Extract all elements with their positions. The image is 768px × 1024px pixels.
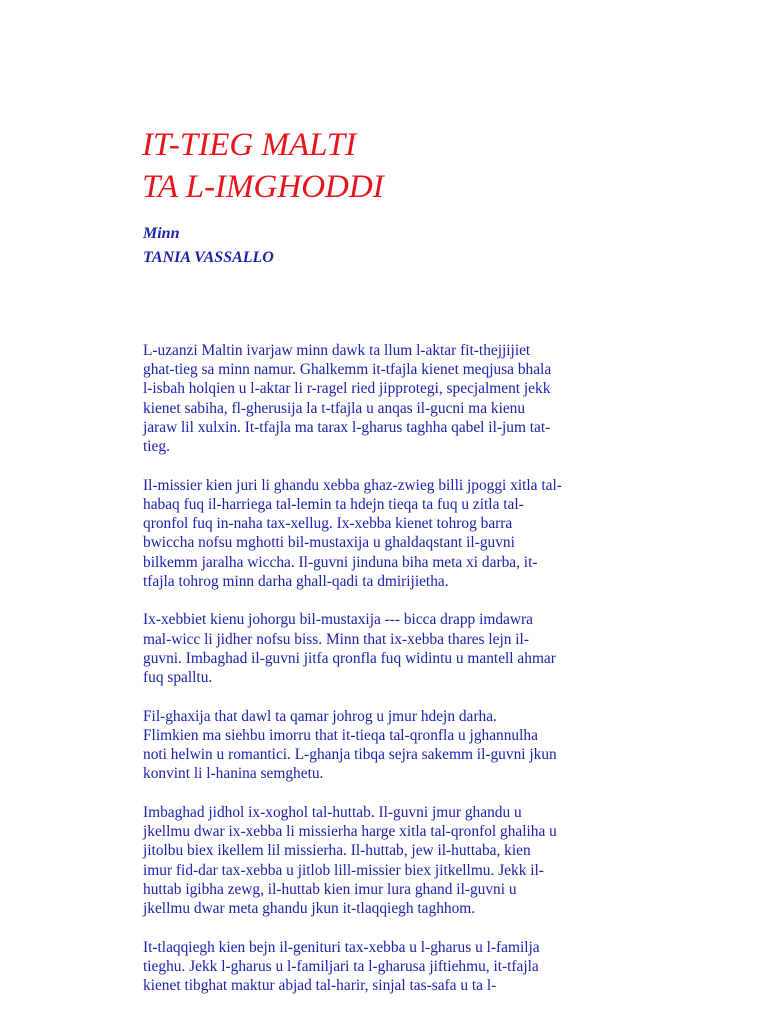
title-line-1: IT-TIEG MALTI xyxy=(142,127,357,163)
paragraph-line: jkellmu dwar meta ghandu jkun it-tlaqqiegh taghhom. xyxy=(143,900,476,918)
paragraph-line: mal-wicc li jidher nofsu biss. Minn that ix-xebba thares lejn il- xyxy=(143,630,529,648)
paragraph-line: kienet tibghat maktur abjad tal-harir, sinjal tas-safa u ta l- xyxy=(143,977,497,995)
author-name: TANIA VASSALLO xyxy=(143,249,274,266)
paragraph-line: jaraw lil xulxin. It-tfajla ma tarax l-gharus taghha qabel il-jum tat- xyxy=(143,418,551,436)
paragraph xyxy=(143,341,633,456)
byline-prefix: Minn xyxy=(143,225,180,242)
paragraph-line: jkellmu dwar ix-xebba li missierha harge xitla tal-qronfol ghaliha u xyxy=(143,823,557,841)
paragraph xyxy=(143,803,633,918)
paragraph-line: bilkemm jaralha wiccha. Il-guvni jinduna biha meta xi darba, it- xyxy=(143,553,538,571)
title-line-2: TA L-IMGHODDI xyxy=(142,169,384,205)
paragraph-line: tieghu. Jekk l-gharus u l-familjari ta l-gharusa jiftiehmu, it-tfajla xyxy=(143,957,539,975)
paragraph-line: habaq fuq il-harriega tal-lemin ta hdejn tieqa ta fuq u zitla tal- xyxy=(143,495,524,513)
paragraph-line: qronfol fuq in-naha tax-xellug. Ix-xebba kienet tohrog barra xyxy=(143,515,513,533)
paragraph-line: tieg. xyxy=(143,438,170,456)
paragraph xyxy=(143,476,633,591)
paragraph-line: imur fid-dar tax-xebba u jitlob lill-missier biex jitkellmu. Jekk il- xyxy=(143,861,544,879)
paragraph-line: huttab igibha zewg, il-huttab kien imur lura ghand il-guvni u xyxy=(143,880,517,898)
paragraph-line: Imbaghad jidhol ix-xoghol tal-huttab. Il-guvni jmur ghandu u xyxy=(143,804,522,822)
paragraph-line: L-uzanzi Maltin ivarjaw minn dawk ta llum l-aktar fit-thejjijiet xyxy=(143,342,531,359)
paragraph-line: Ix-xebbiet kienu johorgu bil-mustaxija --- bicca drapp imdawra xyxy=(143,611,533,629)
paragraph xyxy=(143,938,633,996)
paragraph-line: It-tlaqqiegh kien bejn il-genituri tax-xebba u l-gharus u l-familja xyxy=(143,938,540,956)
paragraph-line: tfajla tohrog minn darha ghall-qadi ta dmirijietha. xyxy=(143,572,449,590)
paragraph-line: kienet sabiha, fl-gherusija la t-tfajla u anqas il-gucni ma kienu xyxy=(143,399,526,417)
paragraph-line: ghat-tieg sa minn namur. Ghalkemm it-tfajla kienet meqjusa bhala xyxy=(143,361,552,379)
paragraph-line: konvint li l-hanina semghetu. xyxy=(143,765,324,783)
paragraph-line: Fil-ghaxija that dawl ta qamar johrog u jmur hdejn darha. xyxy=(143,707,497,725)
paragraph-line: noti helwin u romantici. L-ghanja tibqa sejra sakemm il-guvni jkun xyxy=(143,746,557,764)
article-body xyxy=(143,341,633,1015)
paragraph xyxy=(143,610,633,687)
paragraph-line: fuq spalltu. xyxy=(143,669,213,687)
document-title xyxy=(142,124,384,208)
paragraph xyxy=(143,707,633,784)
paragraph-line: Flimkien ma siehbu imorru that it-tieqa tal-qronfla u jghannulha xyxy=(143,726,538,744)
paragraph-line: l-isbah holqien u l-aktar li r-ragel ried jipprotegi, specjalment jekk xyxy=(143,380,551,398)
paragraph-line: Il-missier kien juri li ghandu xebba ghaz-zwieg billi jpoggi xitla tal- xyxy=(143,476,562,494)
paragraph-line: guvni. Imbaghad il-guvni jitfa qronfla fuq widintu u mantell ahmar xyxy=(143,649,556,667)
paragraph-line: jitolbu biex ikellem lil missierha. Il-huttab, jew il-huttaba, kien xyxy=(143,842,531,860)
author-byline xyxy=(143,222,274,270)
paragraph-line: bwiccha nofsu mghotti bil-mustaxija u ghaldaqstant il-guvni xyxy=(143,534,515,552)
